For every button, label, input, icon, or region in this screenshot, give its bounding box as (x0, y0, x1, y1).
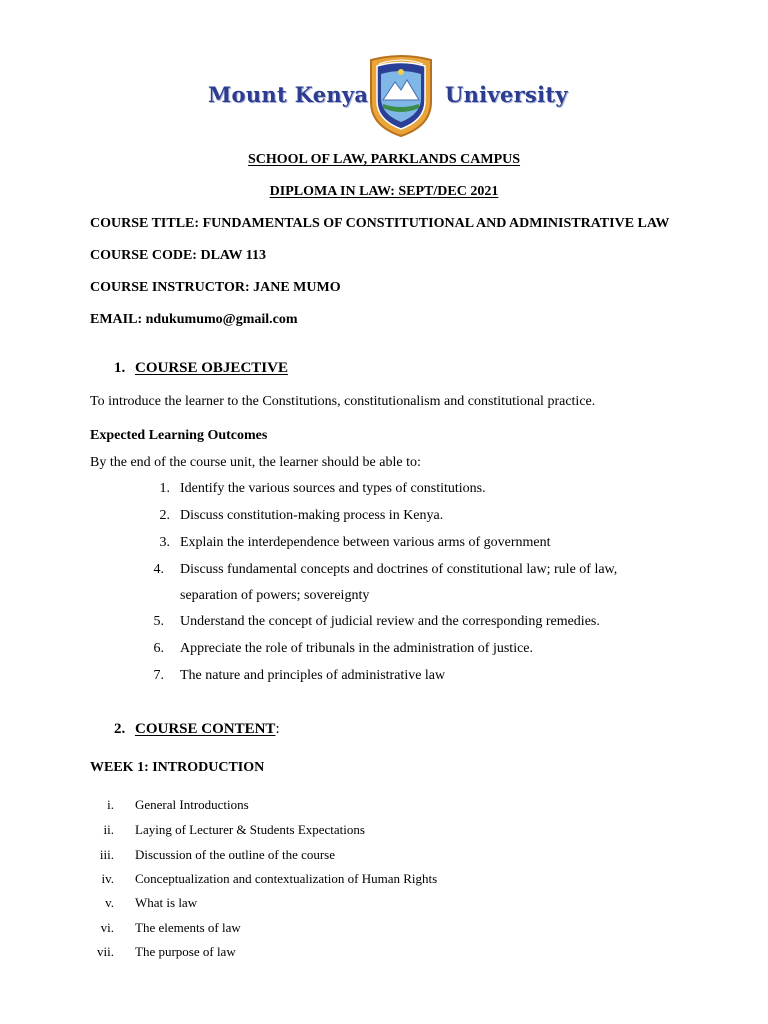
email-line (90, 312, 298, 328)
list-item-number: iv. (101, 871, 114, 886)
list-item-number: vii. (97, 944, 114, 959)
objective-heading-text: COURSE OBJECTIVE (135, 360, 288, 376)
list-item-text: Laying of Lecturer & Students Expectations (135, 822, 365, 837)
course-instructor-line (90, 280, 341, 296)
list-item-number: 4. (153, 562, 164, 577)
list-item-number: 5. (153, 614, 164, 629)
list-item-text: Explain the interdependence between various arms of government (180, 535, 551, 550)
objective-number: 1. (114, 360, 126, 376)
list-item-text: Understand the concept of judicial review and the corresponding remedies. (180, 614, 600, 629)
university-crest-icon (365, 54, 437, 138)
course-instructor-label: COURSE INSTRUCTOR: (90, 280, 250, 295)
logo-right-word: University (445, 82, 568, 107)
program-title: DIPLOMA IN LAW: SEPT/DEC 2021 (269, 184, 499, 199)
list-item-text: Identify the various sources and types of constitutions. (180, 481, 486, 496)
content-heading-colon: : (275, 721, 280, 737)
list-item-text: General Introductions (135, 797, 249, 812)
list-item-number: 2. (159, 508, 170, 523)
content-heading (114, 721, 280, 737)
course-title-line (90, 216, 669, 232)
list-item-number: 7. (153, 668, 164, 683)
list-item-text: The nature and principles of administrative law (180, 668, 446, 683)
list-item-text: The elements of law (135, 920, 241, 935)
course-title-value: FUNDAMENTALS OF CONSTITUTIONAL AND ADMINISTRATIVE LAW (202, 216, 670, 231)
course-code-value: DLAW 113 (200, 248, 266, 263)
list-item-number: 6. (153, 641, 164, 656)
list-item-number: 3. (159, 535, 170, 550)
list-item-number: ii. (103, 822, 114, 837)
list-item-text: The purpose of law (135, 944, 236, 959)
list-item-text: Discussion of the outline of the course (135, 847, 336, 862)
list-item-text: Discuss constitution-making process in Kenya. (180, 508, 444, 523)
list-item-number: iii. (99, 847, 114, 862)
university-logo (205, 50, 568, 140)
course-code-line (90, 248, 266, 264)
list-item-text: Discuss fundamental concepts and doctrines of constitutional law; rule of law, (180, 562, 618, 577)
outcomes-heading: Expected Learning Outcomes (90, 428, 268, 443)
week-heading: WEEK 1: INTRODUCTION (90, 760, 265, 775)
list-item-number: vi. (100, 920, 114, 935)
list-item-number: 1. (159, 481, 170, 496)
list-item-text: What is law (135, 895, 198, 910)
list-item-text-continued: separation of powers; sovereignty (180, 588, 370, 603)
logo-left-word: Mount Kenya (208, 82, 369, 107)
email-value: ndukumumo@gmail.com (145, 312, 298, 327)
objective-text: To introduce the learner to the Constitutions, constitutionalism and constitutional practice. (90, 394, 596, 409)
list-item-number: v. (105, 895, 114, 910)
content-number: 2. (114, 721, 126, 737)
course-title-label: COURSE TITLE: (90, 216, 200, 231)
course-code-label: COURSE CODE: (90, 248, 197, 263)
content-heading-text: COURSE CONTENT (135, 721, 276, 737)
email-label: EMAIL: (90, 312, 143, 327)
list-item-text: Conceptualization and contextualization of Human Rights (135, 871, 438, 886)
list-item-text: Appreciate the role of tribunals in the administration of justice. (180, 641, 534, 656)
list-item-number: i. (107, 797, 114, 812)
objective-heading (114, 360, 288, 376)
outcomes-intro: By the end of the course unit, the learner should be able to: (90, 455, 421, 470)
school-title: SCHOOL OF LAW, PARKLANDS CAMPUS (247, 152, 521, 167)
course-instructor-value: JANE MUMO (253, 280, 341, 295)
